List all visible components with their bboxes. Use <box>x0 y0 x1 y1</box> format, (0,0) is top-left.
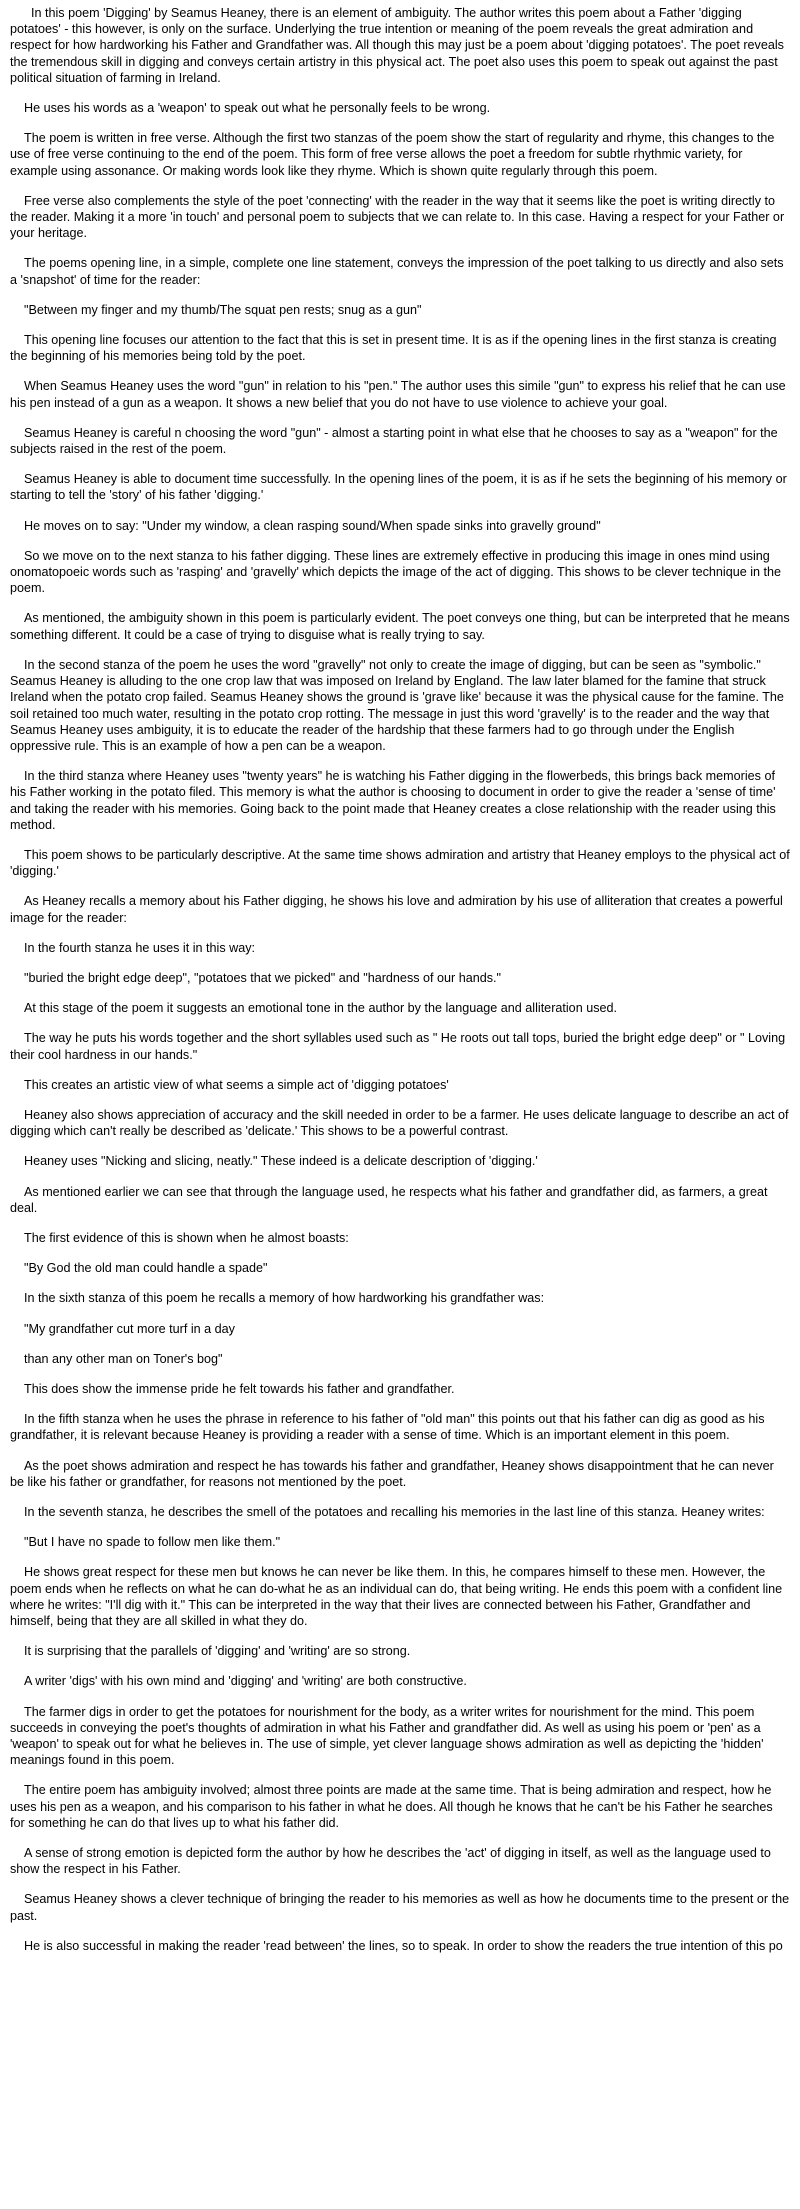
essay-paragraph: It is surprising that the parallels of 'digging' and 'writing' are so strong. <box>10 1644 411 1659</box>
essay-paragraph: This opening line focuses our attention to the fact that this is set in present time. It is as if the opening lines in the first stanza is creating the beginning of his memories being told by the poet. <box>10 333 781 364</box>
essay-paragraph: Seamus Heaney is able to document time successfully. In the opening lines of the poem, it is as if he sets the beginning of his memory or starting to tell the 'story' of his father 'digging.' <box>10 472 791 503</box>
essay-paragraph: In the fourth stanza he uses it in this way: <box>10 940 256 955</box>
essay-paragraph: He uses his words as a 'weapon' to speak out what he personally feels to be wrong. <box>10 101 491 116</box>
essay-paragraph: In the sixth stanza of this poem he recalls a memory of how hardworking his grandfather was: <box>10 1291 545 1306</box>
essay-paragraph: "But I have no spade to follow men like them." <box>10 1535 281 1550</box>
essay-paragraph: Free verse also complements the style of the poet 'connecting' with the reader in the way that it seems like the poet is writing directly to the reader. Making it a more 'in touch' and personal poem to subjects that we can relate to. In this case. Having a respect for your Father or your heritage. <box>10 193 788 241</box>
essay-paragraph: As Heaney recalls a memory about his Father digging, he shows his love and admiration by his use of alliteration that creates a powerful image for the reader: <box>10 894 787 925</box>
essay-paragraph: The poem is written in free verse. Although the first two stanzas of the poem show the start of regularity and rhyme, this changes to the use of free verse continuing to the end of the poem. This form of free verse allows the poet a freedom for subtle rhythmic variety, for example using assonance. Or making words look like they rhyme. Which is shown quite regularly through this poem. <box>10 131 778 178</box>
essay-paragraph: Heaney also shows appreciation of accuracy and the skill needed in order to be a farmer. He uses delicate language to describe an act of digging which can't really be described as 'delicate.' This shows to be a powerful contrast. <box>10 1107 792 1139</box>
essay-paragraph: In the third stanza where Heaney uses "twenty years" he is watching his Father digging in the flowerbeds, this brings back memories of his Father working in the potato filed. This memory is what the author is choosing to document in order to give the reader a 'sense of time' and taking the reader with his memories. Going back to the point made that Heaney creates a close relationship with the reader using this method. <box>10 769 780 832</box>
essay-paragraph: The entire poem has ambiguity involved; almost three points are made at the same time. That is being admiration and respect, how he uses his pen as a weapon, and his comparison to his father in what he does. All though he knows that he can't be his Father he searches for something he can do that lives up to what his father did. <box>10 1783 777 1830</box>
essay-paragraph: As the poet shows admiration and respect he has towards his father and grandfather, Heaney shows disappointment that he can never be like his father or grandfather, for reasons not mentioned by the poet. <box>10 1458 778 1489</box>
essay-paragraph: The way he puts his words together and the short syllables used such as " He roots out tall tops, buried the bright edge deep" or " Loving their cool hardness in our hands." <box>10 1031 789 1062</box>
essay-paragraph: At this stage of the poem it suggests an emotional tone in the author by the language and alliteration used. <box>10 1001 618 1016</box>
essay-paragraph: He is also successful in making the reader 'read between' the lines, so to speak. In order to show the readers the true intention of this po <box>10 1938 783 1953</box>
essay-paragraph: Heaney uses "Nicking and slicing, neatly." These indeed is a delicate description of 'digging.' <box>10 1154 538 1169</box>
essay-paragraph: When Seamus Heaney uses the word "gun" in relation to his "pen." The author uses this simile "gun" to express his relief that he can use his pen instead of a gun as a weapon. It shows a new belief that you do not have to use violence to achieve your goal. <box>10 379 790 410</box>
essay-paragraph: The farmer digs in order to get the potatoes for nourishment for the body, as a writer writes for nourishment for the mind. This poem succeeds in conveying the poet's thoughts of admiration in what his Father and grandfather did. As well as using his poem or 'pen' as a 'weapon' to speak out for what he believes in. The use of simple, yet clever language shows admiration as well as depicting the 'hidden' meanings found in this poem. <box>10 1704 768 1768</box>
essay-paragraph: As mentioned earlier we can see that through the language used, he respects what his father and grandfather did, as farmers, a great deal. <box>10 1184 771 1215</box>
essay-paragraph: As mentioned, the ambiguity shown in this poem is particularly evident. The poet conveys one thing, but can be interpreted that he means something different. It could be a case of trying to disguise what is really trying to say. <box>10 611 794 642</box>
essay-paragraph: Seamus Heaney shows a clever technique of bringing the reader to his memories as well as how he documents time to the present or the past. <box>10 1892 793 1923</box>
essay-paragraph: than any other man on Toner's bog" <box>10 1351 223 1366</box>
essay-paragraph: A writer 'digs' with his own mind and 'digging' and 'writing' are both constructive. <box>10 1674 467 1689</box>
essay-paragraph: This poem shows to be particularly descriptive. At the same time shows admiration and artistry that Heaney employs to the physical act of 'digging.' <box>10 847 794 879</box>
essay-paragraph: In the second stanza of the poem he uses the word "gravelly" not only to create the image of digging, but can be seen as "symbolic." Seamus Heaney is alluding to the one crop law that was imposed on Ireland by England. The law later blamed for the famine that struck Ireland when the potato crop failed. Seamus Heaney shows the ground is 'grave like' because it was the physical cause for the famine. The soil retained too much water, resulting in the potato crop rotting. The message in just this word 'gravelly' is to the reader and the way that Seamus Heaney uses ambiguity, it is to educate the reader of the hardship that these farmers had to go through under the English oppressive rule. This is an example of how a pen can be a weapon. <box>10 657 788 753</box>
essay-paragraph: "Between my finger and my thumb/The squat pen rests; snug as a gun" <box>10 302 422 317</box>
essay-paragraph: So we move on to the next stanza to his father digging. These lines are extremely effective in producing this image in ones mind using onomatopoeic words such as 'rasping' and 'gravelly' which depicts the image of the act of digging. This shows to be clever technique in the poem. <box>10 548 785 596</box>
essay-paragraph: Seamus Heaney is careful n choosing the word "gun" - almost a starting point in what else that he chooses to say as a "weapon" for the subjects raised in the rest of the poem. <box>10 425 782 457</box>
essay-paragraph: A sense of strong emotion is depicted form the author by how he describes the 'act' of digging in itself, as well as the language used to show the respect in his Father. <box>10 1846 775 1877</box>
essay-paragraph: He moves on to say: "Under my window, a clean rasping sound/When spade sinks into gravelly ground" <box>10 518 601 533</box>
essay-paragraph: The first evidence of this is shown when he almost boasts: <box>10 1230 349 1245</box>
essay-paragraph: This creates an artistic view of what seems a simple act of 'digging potatoes' <box>10 1077 449 1092</box>
essay-paragraph: The poems opening line, in a simple, complete one line statement, conveys the impression of the poet talking to us directly and also sets a 'snapshot' of time for the reader: <box>10 256 788 287</box>
essay-paragraph: He shows great respect for these men but knows he can never be like them. In this, he compares himself to these men. However, the poem ends when he reflects on what he can do-what he as an individual can do, that being writing. He ends this poem with a confident line where he writes: "I'll dig with it." This can be interpreted in the way that their lives are connected between his Father, Grandfather and himself, being that they are all skilled in what they do. <box>10 1565 786 1629</box>
essay-paragraph: "buried the bright edge deep", "potatoes that we picked" and "hardness of our hands." <box>10 970 502 985</box>
essay-paragraph: In this poem 'Digging' by Seamus Heaney, there is an element of ambiguity. The author writes this poem about a Father 'digging potatoes' - this however, is only on the surface. Underlying the true intention or meaning of the poem reveals the great admiration and respect for how hardworking his Father and Grandfather was. All though this may just be a poem about 'digging potatoes'. The poet reveals the tremendous skill in digging and conveys certain artistry in this physical act. The poet also uses this poem to speak out against the past political situation of farming in Ireland. <box>10 6 788 85</box>
essay-paragraph: This does show the immense pride he felt towards his father and grandfather. <box>10 1381 455 1396</box>
essay-paragraph: "My grandfather cut more turf in a day <box>10 1321 235 1336</box>
essay-paragraph: In the fifth stanza when he uses the phrase in reference to his father of "old man" this points out that his father can dig as good as his grandfather, it is relevant because Heaney is providing a reader with a sense of time. Which is an important element in this poem. <box>10 1412 769 1443</box>
essay-paragraph: In the seventh stanza, he describes the smell of the potatoes and recalling his memories in the last line of this stanza. Heaney writes: <box>10 1505 765 1519</box>
essay-paragraph: "By God the old man could handle a spade" <box>10 1261 268 1276</box>
